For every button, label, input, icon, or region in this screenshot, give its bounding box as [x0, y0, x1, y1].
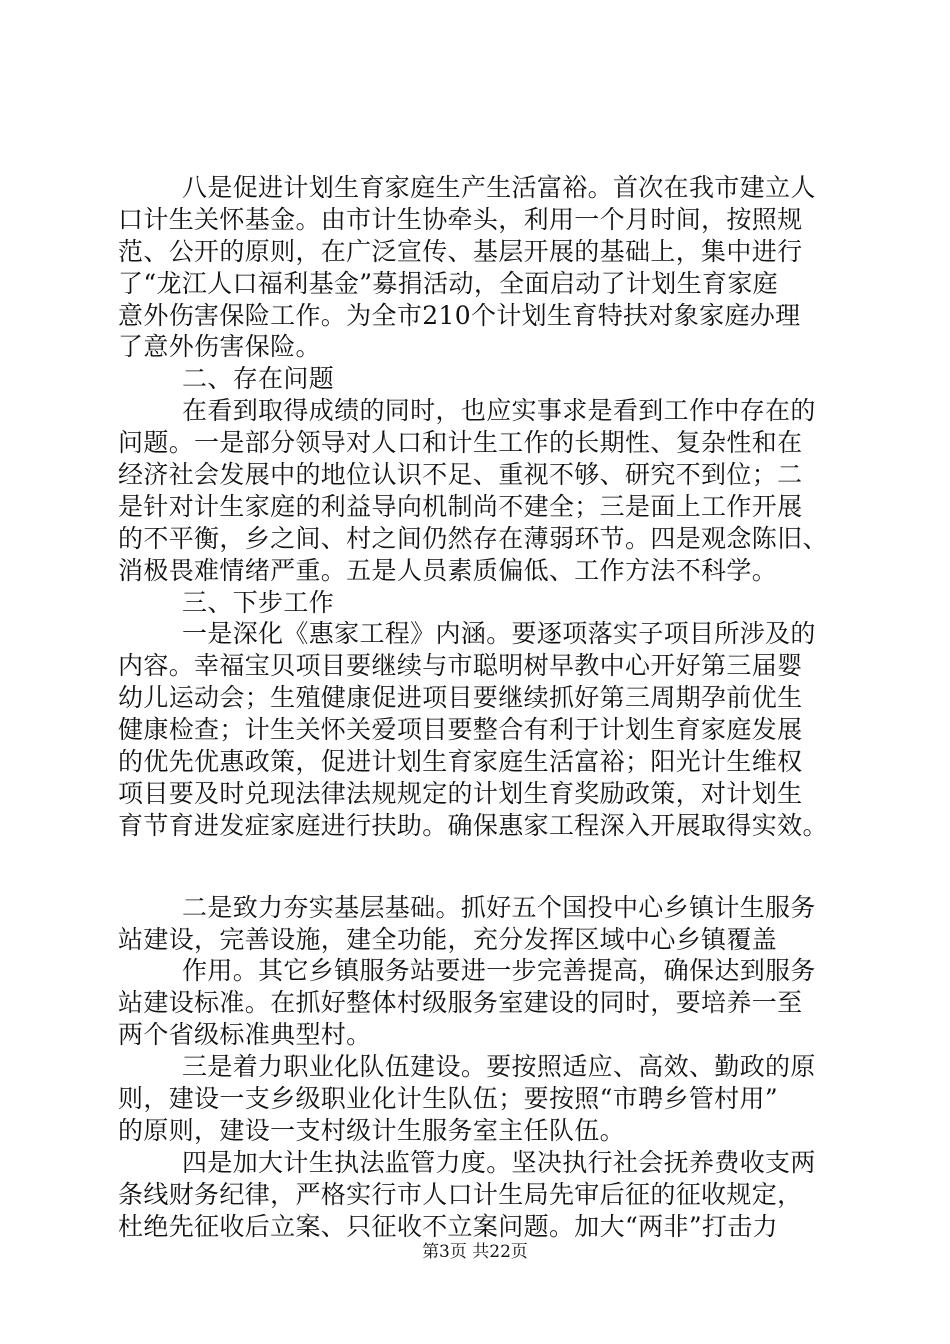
text-line: 站建设标准。在抓好整体村级服务室建设的同时，要培养一至 [118, 988, 803, 1018]
section-heading: 二、存在问题 [182, 364, 335, 394]
text-line: 经济社会发展中的地位认识不足、重视不够、研究不到位；二 [118, 460, 803, 490]
text-line: 口计生关怀基金。由市计生协牵头，利用一个月时间，按照规 [118, 204, 803, 234]
page-number-footer: 第3页 共22页 [422, 1242, 528, 1262]
text-line: 的不平衡，乡之间、村之间仍然存在薄弱环节。四是观念陈旧、 [118, 523, 828, 553]
text-line: 内容。幸福宝贝项目要继续与市聪明树早教中心开好第三届婴 [118, 651, 803, 681]
text-line: 的原则，建设一支村级计生服务室主任队伍。 [118, 1115, 626, 1145]
text-line: 在看到取得成绩的同时，也应实事求是看到工作中存在的 [182, 396, 816, 426]
text-line: 消极畏难情绪严重。五是人员素质偏低、工作方法不科学。 [118, 555, 778, 585]
paragraph-gap [118, 842, 848, 892]
text-line: 问题。一是部分领导对人口和计生工作的长期性、复杂性和在 [118, 428, 803, 458]
text-line: 意外伤害保险工作。为全市210个计划生育特扶对象家庭办理 [118, 300, 801, 330]
text-line: 育节育进发症家庭进行扶助。确保惠家工程深入开展取得实效。 [118, 810, 828, 840]
section-heading: 三、下步工作 [182, 587, 335, 617]
text-line: 站建设，完善设施，建全功能，充分发挥区域中心乡镇覆盖 [118, 924, 778, 954]
text-line: 了“龙江人口福利基金”募捐活动，全面启动了计划生育家庭 [118, 268, 779, 298]
text-line: 项目要及时兑现法律法规规定的计划生育奖励政策，对计划生 [118, 778, 803, 808]
text-line: 作用。其它乡镇服务站要进一步完善提高，确保达到服务 [182, 956, 816, 986]
text-line: 幼儿运动会；生殖健康促进项目要继续抓好第三周期孕前优生 [118, 683, 803, 713]
text-line: 二是致力夯实基层基础。抓好五个国投中心乡镇计生服务 [182, 892, 816, 922]
text-line: 四是加大计生执法监管力度。坚决执行社会抚养费收支两 [182, 1147, 816, 1177]
text-line: 一是深化《惠家工程》内涵。要逐项落实子项目所涉及的 [182, 619, 816, 649]
text-line: 则，建设一支乡级职业化计生队伍；要按照“市聘乡管村用” [118, 1084, 779, 1114]
text-line: 杜绝先征收后立案、只征收不立案问题。加大“两非”打击力 [118, 1211, 779, 1241]
text-line: 是针对计生家庭的利益导向机制尚不建全；三是面上工作开展 [118, 491, 803, 521]
text-line: 八是促进计划生育家庭生产生活富裕。首次在我市建立人 [182, 173, 816, 202]
text-line: 范、公开的原则，在广泛宣传、基层开展的基础上，集中进行 [118, 236, 803, 266]
text-line: 两个省级标准典型村。 [118, 1020, 372, 1050]
text-line: 了意外伤害保险。 [118, 332, 321, 362]
document-body [118, 172, 848, 1243]
text-line: 的优先优惠政策，促进计划生育家庭生活富裕；阳光计生维权 [118, 747, 803, 777]
text-line: 条线财务纪律，严格实行市人口计生局先审后征的征收规定， [118, 1179, 803, 1209]
text-line: 健康检查；计生关怀关爱项目要整合有利于计划生育家庭发展 [118, 715, 803, 745]
text-line: 三是着力职业化队伍建设。要按照适应、高效、勤政的原 [182, 1052, 816, 1082]
